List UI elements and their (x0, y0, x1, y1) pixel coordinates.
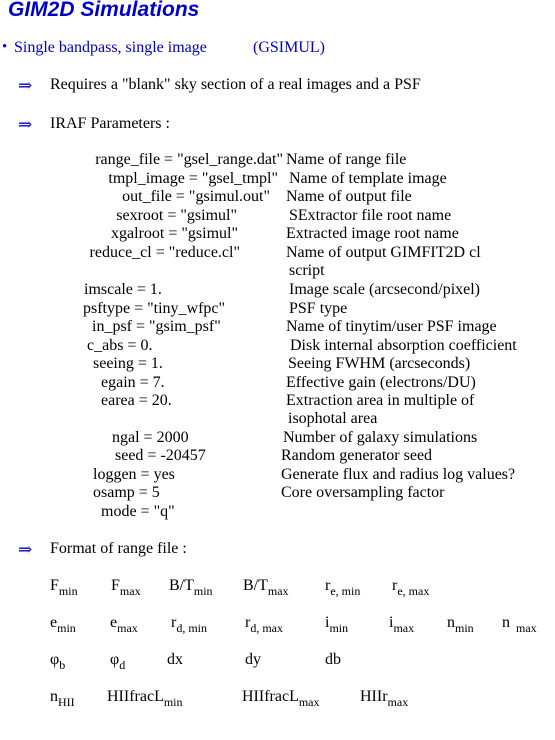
range-field: $i_{min}$ (325, 614, 349, 635)
param-key: ngal = 2000 (112, 429, 189, 446)
param-key: c_abs = 0. (87, 337, 153, 354)
page-title: GIM2D Simulations (8, 0, 200, 21)
range-field: $n_{min}$ (447, 614, 474, 635)
param-description: Effective gain (electrons/DU) (286, 374, 476, 391)
arrow-text: Requires a "blank" sky section of a real images and a PSF (50, 76, 421, 93)
param-description: Name of output GIMFIT2D cl (286, 244, 481, 261)
range-field: db (325, 651, 341, 668)
range-field: $B/T_{max}$ (243, 577, 289, 598)
param-key: seed = -20457 (115, 447, 206, 464)
range-field: $F_{min}$ (50, 577, 78, 598)
param-description: Random generator seed (281, 447, 433, 464)
param-key: egain = 7. (101, 374, 165, 391)
param-description: Core oversampling factor (281, 484, 445, 501)
double-arrow-icon: ⇒ (18, 76, 33, 95)
bullet-text: Single bandpass, single image (14, 39, 207, 56)
param-description: PSF type (289, 300, 348, 317)
range-field: n $_{max}$ (502, 614, 537, 635)
param-description: Name of tinytim/user PSF image (286, 318, 497, 335)
param-description: Generate flux and radius log values? (281, 466, 516, 483)
param-description: Name of template image (289, 170, 447, 187)
param-key: sexroot = "gsimul" (116, 207, 237, 224)
param-key: xgalroot = "gsimul" (111, 225, 238, 242)
range-field: HIIr$_{max}$ (360, 688, 409, 709)
double-arrow-icon: ⇒ (18, 540, 33, 559)
param-key: imscale = 1. (84, 281, 162, 298)
range-field: $r_{e, min}$ (325, 577, 361, 598)
range-field: $F_{max}$ (111, 577, 141, 598)
param-description: Name of output file (286, 188, 412, 205)
param-description: Image scale (arcsecond/pixel) (289, 281, 481, 298)
param-description: Extraction area in multiple of (286, 392, 475, 409)
range-field: $e_{max}$ (110, 614, 138, 635)
double-arrow-icon: ⇒ (18, 115, 33, 134)
param-description: Seeing FWHM (arcseconds) (288, 355, 471, 372)
range-field: $r_{e, max}$ (392, 577, 430, 598)
param-description-continued: isophotal area (288, 410, 378, 427)
param-description: Number of galaxy simulations (283, 429, 478, 446)
param-key: earea = 20. (101, 392, 172, 409)
range-field: HIIfracL$_{min}$ (107, 688, 183, 709)
range-field: $i_{max}$ (389, 614, 415, 635)
param-description: Name of range file (286, 151, 407, 168)
param-key: loggen = yes (93, 466, 175, 483)
range-field: dx (167, 651, 183, 668)
range-field: $B/T_{min}$ (169, 577, 213, 598)
range-field: $e_{min}$ (50, 614, 76, 635)
range-field: $n_{HII}$ (50, 688, 75, 709)
range-field: $r_{d, max}$ (245, 614, 283, 635)
range-field: $r_{d, min}$ (171, 614, 207, 635)
param-description-continued: script (289, 262, 325, 279)
param-key: mode = "q" (101, 503, 175, 520)
range-field: $\varphi_b$ (50, 651, 66, 672)
arrow-text: IRAF Parameters : (50, 115, 170, 132)
range-field: $\varphi_d$ (110, 651, 126, 672)
param-key: osamp = 5 (93, 484, 160, 501)
param-description: SExtractor file root name (289, 207, 452, 224)
param-key: tmpl_image = "gsel_tmpl" (108, 170, 278, 187)
param-key: out_file = "gsimul.out" (122, 188, 270, 205)
param-description: Extracted image root name (286, 225, 459, 242)
param-description: Disk internal absorption coefficient (290, 337, 517, 354)
bullet-tag: (GSIMUL) (253, 39, 325, 56)
param-key: reduce_cl = "reduce.cl" (89, 244, 240, 261)
range-field: HIIfracL$_{max}$ (242, 688, 320, 709)
param-key: psftype = "tiny_wfpc" (83, 300, 226, 317)
bullet-dot-icon: • (2, 39, 8, 55)
range-field: dy (245, 651, 261, 668)
param-key: seeing = 1. (93, 355, 163, 372)
arrow-text: Format of range file : (50, 540, 187, 557)
param-key: range_file = "gsel_range.dat" (95, 151, 283, 168)
param-key: in_psf = "gsim_psf" (92, 318, 221, 335)
